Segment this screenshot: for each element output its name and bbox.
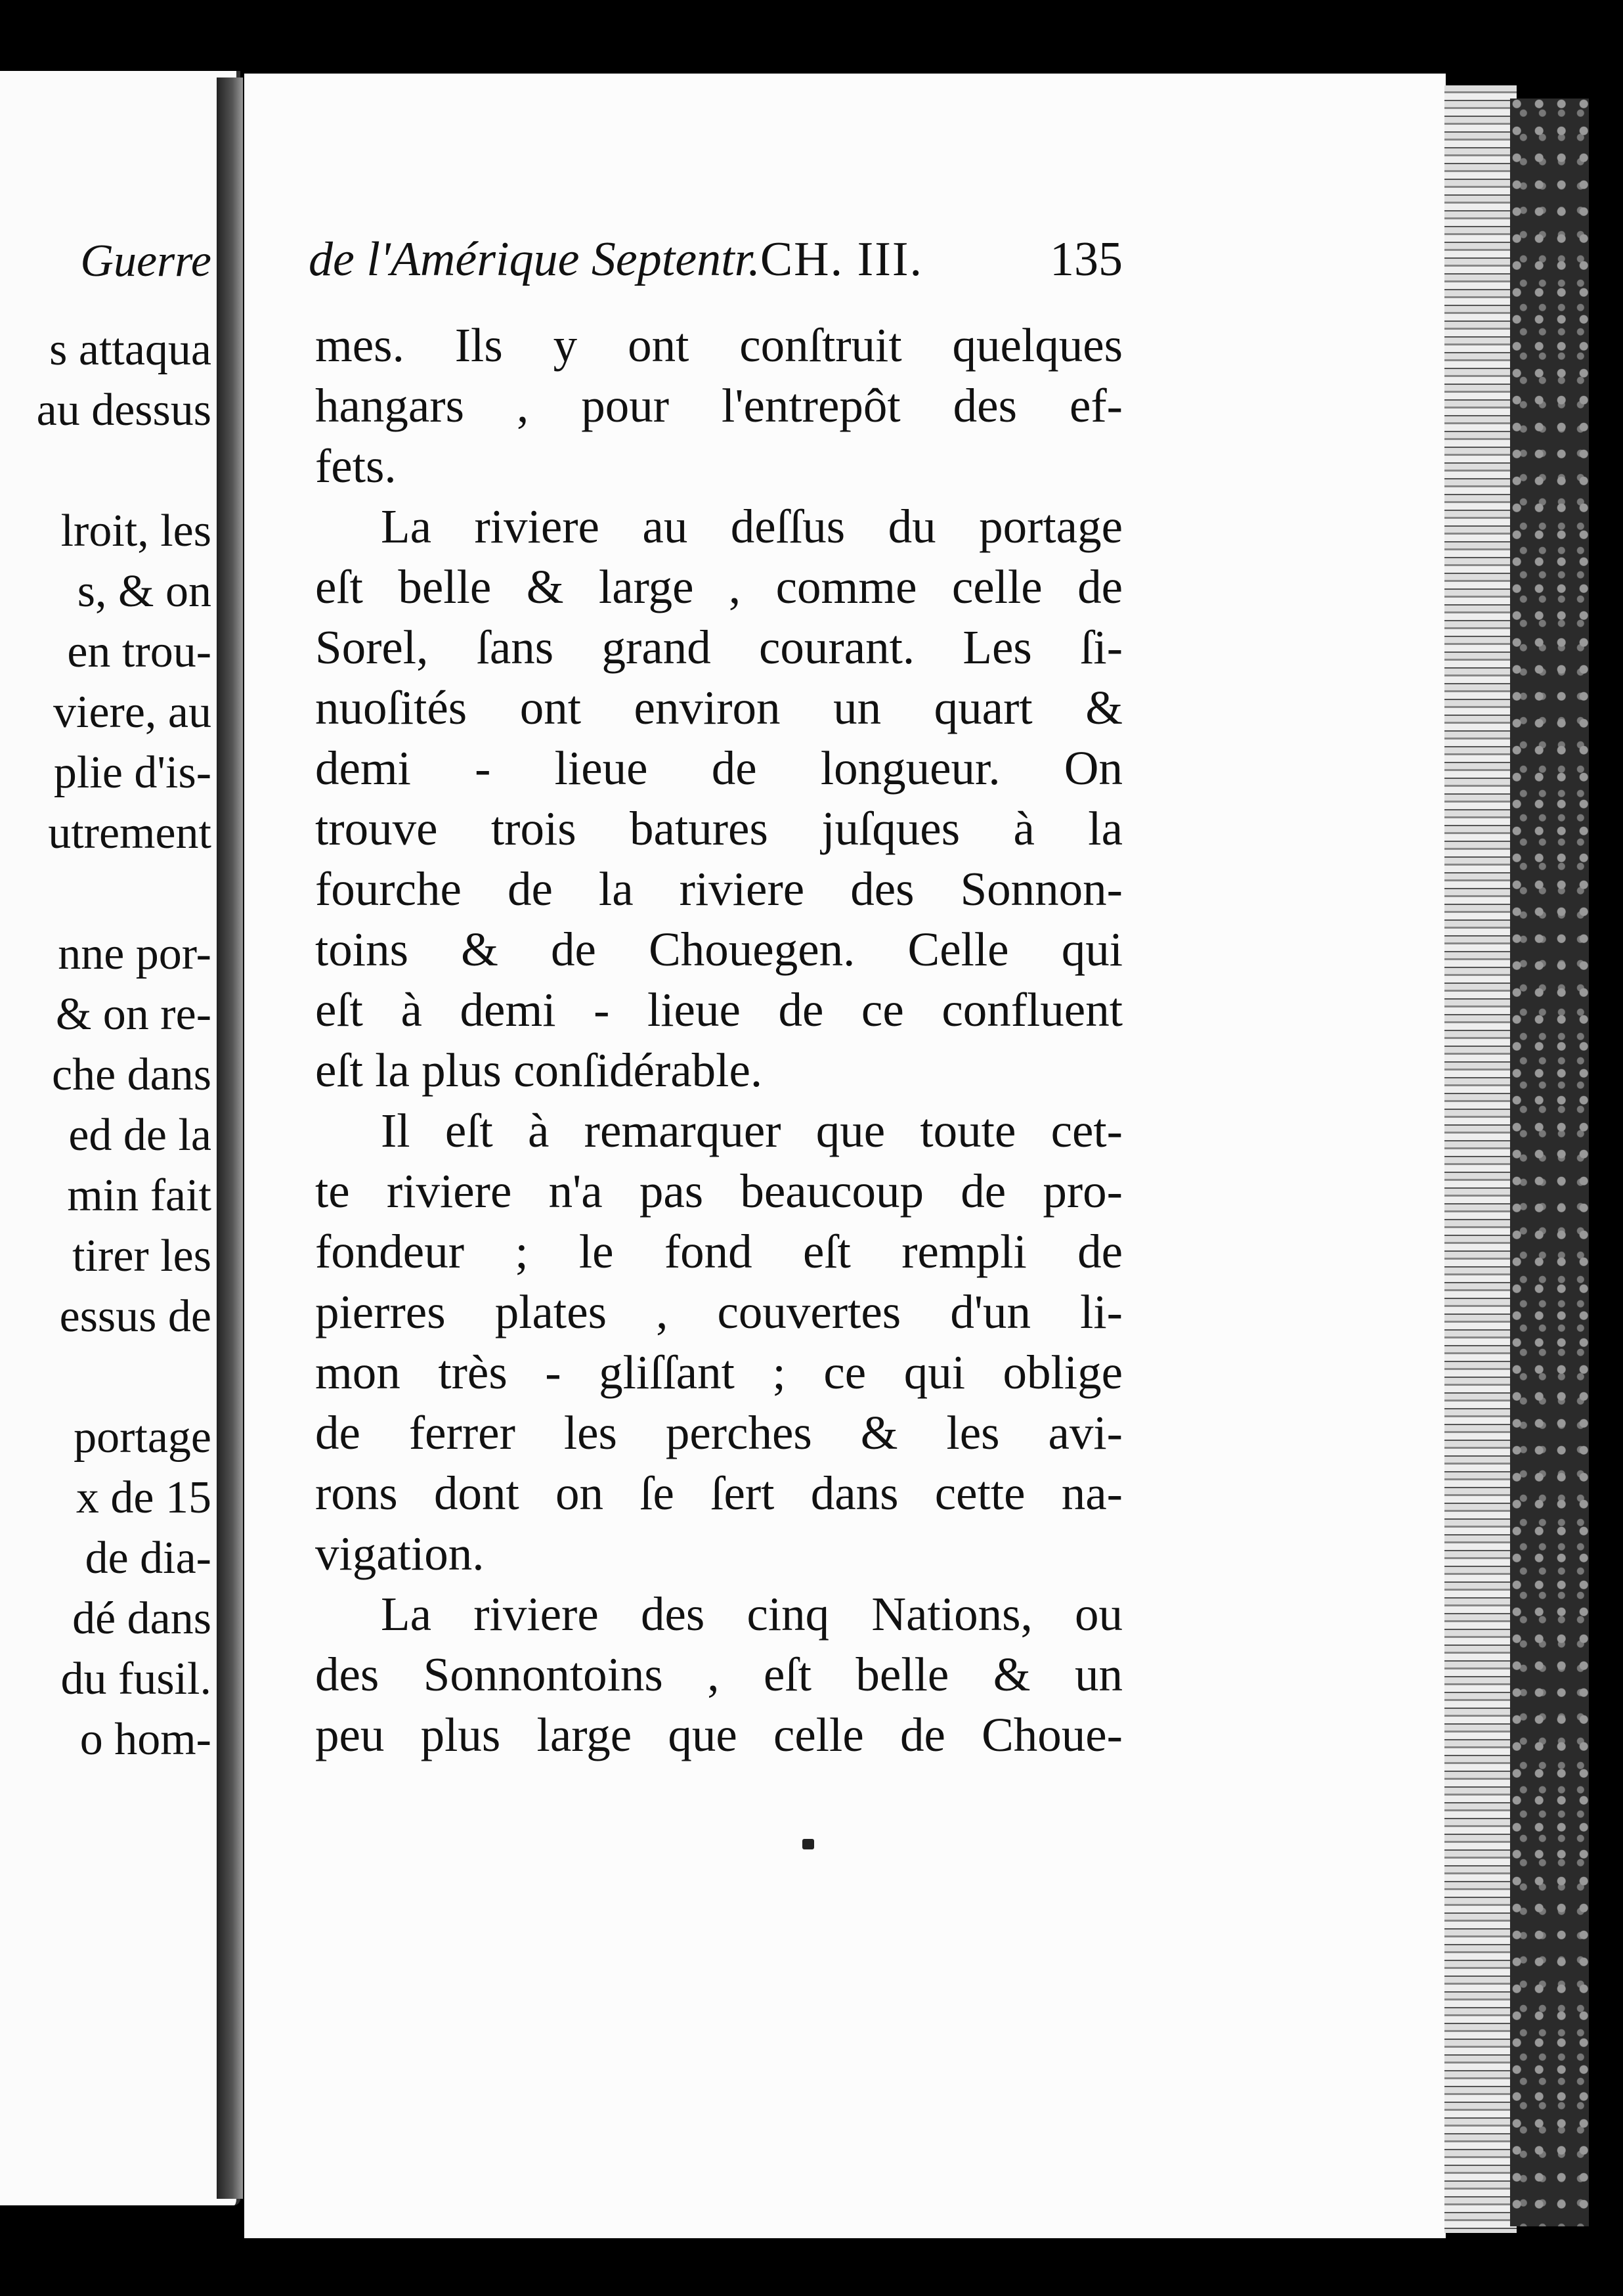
previous-page-line: min fait bbox=[67, 1170, 211, 1221]
previous-page-line: utrement bbox=[48, 808, 211, 858]
book-gutter bbox=[217, 77, 243, 2199]
text-line: La riviere au deſſus du portage bbox=[381, 500, 1123, 553]
running-header bbox=[309, 230, 1123, 289]
page-number: 135 bbox=[1050, 232, 1123, 286]
chapter-label: CH. III. bbox=[760, 232, 924, 286]
text-line: toins & de Chouegen. Celle qui bbox=[315, 923, 1123, 976]
previous-page-line: dé dans bbox=[72, 1593, 211, 1644]
text-line: rons dont on ſe ſert dans cette na- bbox=[315, 1467, 1123, 1520]
text-line: eſt à demi - lieue de ce confluent bbox=[315, 983, 1123, 1036]
previous-page-line: che dans bbox=[52, 1049, 211, 1100]
text-line: eſt belle & large , comme celle de bbox=[315, 560, 1123, 613]
previous-page-line: de dia- bbox=[85, 1533, 211, 1583]
text-line: fourche de la riviere des Sonnon- bbox=[315, 862, 1123, 916]
text-line: nuoſités ont environ un quart & bbox=[315, 681, 1123, 734]
previous-page-line: s, & on bbox=[77, 566, 211, 617]
previous-page-line: nne por- bbox=[58, 929, 211, 979]
previous-page-line: du fusil. bbox=[60, 1654, 211, 1704]
text-line: fets. bbox=[315, 439, 397, 493]
previous-page-line: s attaqua bbox=[49, 324, 211, 375]
previous-page-header: Guerre bbox=[80, 236, 211, 286]
text-line: des Sonnontoins , eſt belle & un bbox=[315, 1648, 1123, 1701]
previous-page-line: essus de bbox=[59, 1291, 211, 1342]
previous-page-line: lroit, les bbox=[60, 506, 211, 556]
marbled-cover-edge bbox=[1510, 99, 1589, 2226]
text-line: de ferrer les perches & les avi- bbox=[315, 1406, 1123, 1459]
text-line: La riviere des cinq Nations, ou bbox=[381, 1587, 1123, 1641]
text-line: demi - lieue de longueur. On bbox=[315, 741, 1123, 795]
previous-page-line: portage bbox=[74, 1412, 211, 1463]
ink-speck bbox=[802, 1839, 814, 1849]
text-line: vigation. bbox=[315, 1527, 485, 1580]
text-line: trouve trois batures juſques à la bbox=[315, 802, 1123, 855]
previous-page-line: ed de la bbox=[68, 1110, 211, 1160]
page-block-edge bbox=[1444, 85, 1517, 2233]
previous-page-line: & on re- bbox=[55, 989, 211, 1040]
previous-page-line: plie d'is- bbox=[53, 747, 211, 798]
text-line: hangars , pour l'entrepôt des ef- bbox=[315, 379, 1123, 432]
text-line: Sorel, ſans grand courant. Les ſi- bbox=[315, 621, 1123, 674]
previous-page-line: o hom- bbox=[79, 1714, 211, 1765]
text-line: Il eſt à remarquer que toute cet- bbox=[381, 1104, 1123, 1157]
previous-page-line: viere, au bbox=[53, 687, 211, 738]
text-line: mes. Ils y ont conſtruit quelques bbox=[315, 319, 1123, 372]
previous-page-fragment bbox=[0, 71, 240, 2205]
previous-page-line: x de 15 bbox=[76, 1472, 211, 1523]
running-header-title: de l'Amérique Septentr. bbox=[309, 232, 760, 286]
text-line: fondeur ; le fond eſt rempli de bbox=[315, 1225, 1123, 1278]
text-line: pierres plates , couvertes d'un li- bbox=[315, 1285, 1123, 1338]
text-line: te riviere n'a pas beaucoup de pro- bbox=[315, 1164, 1123, 1218]
text-line: peu plus large que celle de Choue- bbox=[315, 1708, 1123, 1761]
previous-page-line: au dessus bbox=[36, 385, 211, 435]
text-line: eſt la plus conſidérable. bbox=[315, 1044, 763, 1097]
previous-page-line: en trou- bbox=[67, 627, 211, 677]
page-body bbox=[315, 315, 1123, 1765]
text-line: mon très - gliſſant ; ce qui oblige bbox=[315, 1346, 1123, 1399]
previous-page-line: tirer les bbox=[72, 1231, 211, 1281]
